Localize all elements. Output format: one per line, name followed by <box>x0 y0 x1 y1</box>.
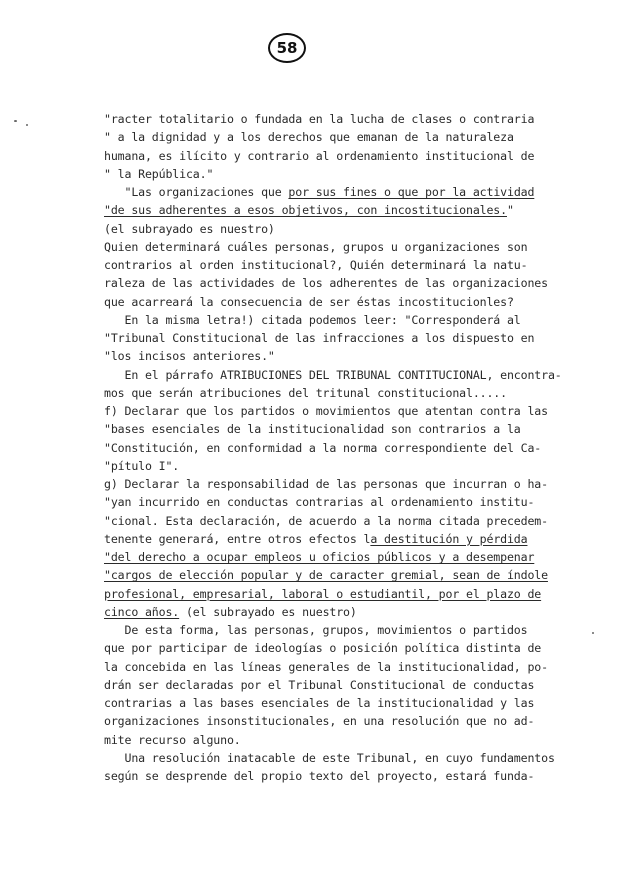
text-line <box>104 548 534 566</box>
scan-speck <box>592 632 594 634</box>
text-segment: " a la dignidad y a los derechos que emanan de la naturaleza <box>104 130 514 145</box>
underlined-text: cinco años. <box>104 604 180 619</box>
text-line <box>104 512 548 530</box>
underlined-text: "de sus adherentes a esos objetivos, con incostitucionales. <box>104 203 507 218</box>
text-segment: mite recurso alguno. <box>104 732 241 747</box>
text-segment: " la República." <box>104 166 214 181</box>
text-segment: En el párrafo ATRIBUCIONES DEL TRIBUNAL CONTITUCIONAL, encontra- <box>104 367 562 382</box>
text-segment: drán ser declaradas por el Tribunal Constitucional de conductas <box>104 677 535 692</box>
text-line <box>104 128 514 146</box>
text-segment: raleza de las actividades de los adherentes de las organizaciones <box>104 276 548 291</box>
text-line <box>104 201 514 219</box>
text-segment: mos que serán atribuciones del tritunal constitucional..... <box>104 385 507 400</box>
text-segment: Una resolución inatacable de este Tribunal, en cuyo fundamentos <box>104 750 555 765</box>
underlined-text: profesional, empresarial, laboral o estudiantil, por el plazo de <box>104 586 542 601</box>
text-line <box>104 475 548 493</box>
text-line <box>104 311 521 329</box>
text-line <box>104 220 275 238</box>
text-line <box>104 366 562 384</box>
scan-speck <box>14 120 17 122</box>
text-segment: "Tribunal Constitucional de las infracciones a los dispuesto en <box>104 331 535 345</box>
text-segment: "yan incurrido en conductas contrarias al ordenamiento institu- <box>104 495 535 510</box>
text-line <box>104 712 534 730</box>
text-line <box>104 293 514 311</box>
underlined-text: a destitución y pérdida <box>370 531 528 546</box>
text-line <box>104 457 179 475</box>
text-segment: la concebida en las líneas generales de la institucionalidad, po- <box>104 659 548 674</box>
text-segment: De esta forma, las personas, grupos, movimientos o partidos <box>104 623 528 637</box>
text-line <box>104 402 548 420</box>
text-segment: "cional. Esta declaración, de acuerdo a la norma citada precedem- <box>104 513 548 528</box>
text-line <box>104 110 534 128</box>
text-segment: que acarreará la consecuencia de ser éstas incostitucionles? <box>104 294 514 309</box>
underlined-text: por sus fines o que por la actividad <box>288 185 535 199</box>
text-segment: "pítulo I". <box>104 458 180 473</box>
text-segment: Quien determinará cuáles personas, grupos u organizaciones son <box>104 239 528 254</box>
text-segment: En la misma letra!) citada podemos leer: "Corresponderá al <box>104 312 521 327</box>
text-line <box>104 493 534 511</box>
text-line <box>104 256 527 274</box>
text-segment: contrarios al orden institucional?, Quién determinará la natu- <box>104 258 528 272</box>
underlined-text: "del derecho a ocupar empleos u oficios públicos y a desempenar <box>104 550 535 564</box>
text-segment: contrarias a las bases esenciales de la institucionalidad y las <box>104 696 535 710</box>
text-line <box>104 566 548 584</box>
text-segment: (el subrayado es nuestro) <box>179 604 357 619</box>
text-line <box>104 749 555 767</box>
text-line <box>104 165 213 183</box>
text-line <box>104 420 521 438</box>
underlined-text: "cargos de elección popular y de caracter gremial, sean de índole <box>104 568 548 583</box>
text-line <box>104 183 534 201</box>
text-segment: " <box>506 203 514 218</box>
text-segment: "racter totalitario o fundada en la lucha de clases o contraria <box>104 112 535 126</box>
text-segment: tenente generará, entre otros efectos l <box>104 531 371 546</box>
text-line <box>104 439 541 457</box>
text-segment: f) Declarar que los partidos o movimientos que atentan contra las <box>104 404 548 418</box>
text-line <box>104 530 527 548</box>
text-line <box>104 621 527 639</box>
text-segment: "los incisos anteriores." <box>104 349 275 364</box>
text-line <box>104 347 275 365</box>
text-line <box>104 676 534 694</box>
text-segment: "bases esenciales de la institucionalidad son contrarios a la <box>104 422 521 437</box>
text-line <box>104 585 541 603</box>
text-line <box>104 329 534 347</box>
text-segment: "Las organizaciones que <box>104 185 289 199</box>
text-segment: (el subrayado es nuestro) <box>104 221 275 236</box>
page-number: 58 <box>268 33 306 63</box>
text-segment: "Constitución, en conformidad a la norma correspondiente del Ca- <box>104 440 542 455</box>
text-line <box>104 384 507 402</box>
scan-speck <box>26 124 28 126</box>
text-segment: humana, es ilícito y contrario al ordenamiento institucional de <box>104 148 535 163</box>
text-line <box>104 767 534 785</box>
text-segment: según se desprende del propio texto del proyecto, estará funda- <box>104 769 535 783</box>
text-line <box>104 274 548 292</box>
text-line <box>104 731 241 749</box>
text-line <box>104 147 534 165</box>
text-line <box>104 603 357 621</box>
text-segment: g) Declarar la responsabilidad de las personas que incurran o ha- <box>104 477 548 491</box>
text-segment: que por participar de ideologías o posición política distinta de <box>104 641 542 656</box>
text-line <box>104 694 534 712</box>
text-line <box>104 658 548 676</box>
text-segment: organizaciones insonstitucionales, en una resolución que no ad- <box>104 714 535 729</box>
text-line <box>104 238 527 256</box>
text-line <box>104 639 541 657</box>
